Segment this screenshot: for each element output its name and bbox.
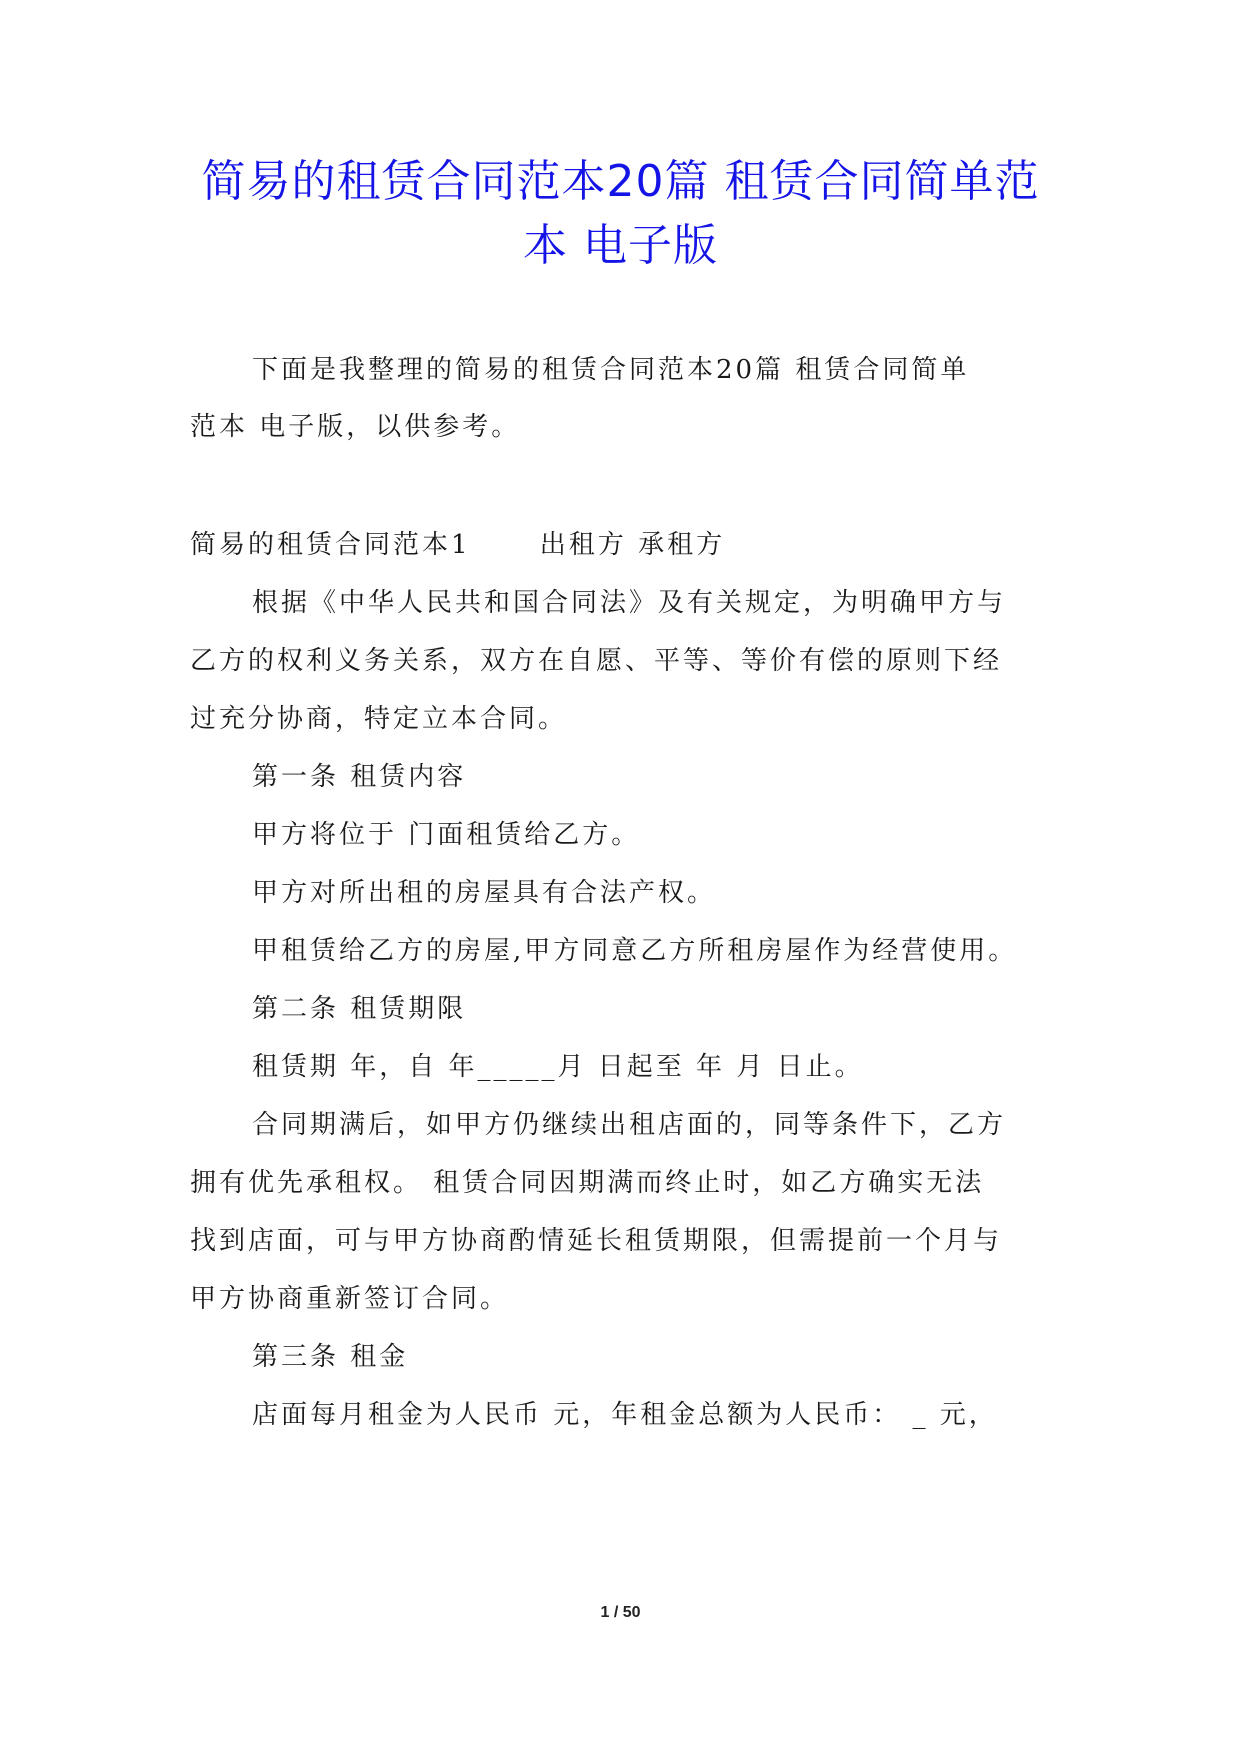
article-title: 第二条 租赁期限 [252, 994, 467, 1024]
paragraph-line: 拥有优先承租权。 租赁合同因期满而终止时，如乙方确实无法 [190, 1168, 985, 1198]
paragraph-line: 过充分协商，特定立本合同。 [190, 704, 568, 734]
paragraph-line: 甲租赁给乙方的房屋,甲方同意乙方所租房屋作为经营使用。 [252, 936, 1018, 966]
paragraph-line: 甲方对所出租的房屋具有合法产权。 [252, 878, 717, 908]
page-indicator: 1 / 50 [600, 1604, 641, 1621]
intro-line-1: 下面是我整理的简易的租赁合同范本20篇 租赁合同简单 [252, 355, 970, 385]
article-title: 第三条 租金 [252, 1342, 409, 1372]
paragraph-line: 甲方将位于 门面租赁给乙方。 [252, 820, 641, 850]
section-heading: 简易的租赁合同范本1 出租方 承租方 [190, 530, 726, 560]
title-line-2: 本 电子版 [523, 220, 718, 271]
paragraph-line: 合同期满后，如甲方仍继续出租店面的，同等条件下，乙方 [252, 1110, 1007, 1140]
paragraph-line: 根据《中华人民共和国合同法》及有关规定，为明确甲方与 [252, 588, 1007, 618]
paragraph-line: 租赁期 年，自 年_____月 日起至 年 月 日止。 [252, 1052, 864, 1082]
paragraph-line: 甲方协商重新签订合同。 [190, 1284, 510, 1314]
paragraph-line: 找到店面，可与甲方协商酌情延长租赁期限，但需提前一个月与 [190, 1226, 1003, 1256]
intro-line-2: 范本 电子版，以供参考。 [190, 412, 521, 442]
document-title [190, 150, 1051, 278]
title-line-1: 简易的租赁合同范本20篇 租赁合同简单范 [201, 156, 1040, 207]
article-title: 第一条 租赁内容 [252, 762, 467, 792]
paragraph-line: 乙方的权利义务关系，双方在自愿、平等、等价有偿的原则下经 [190, 646, 1003, 676]
paragraph-line: 店面每月租金为人民币 元，年租金总额为人民币： _ 元， [252, 1400, 998, 1430]
